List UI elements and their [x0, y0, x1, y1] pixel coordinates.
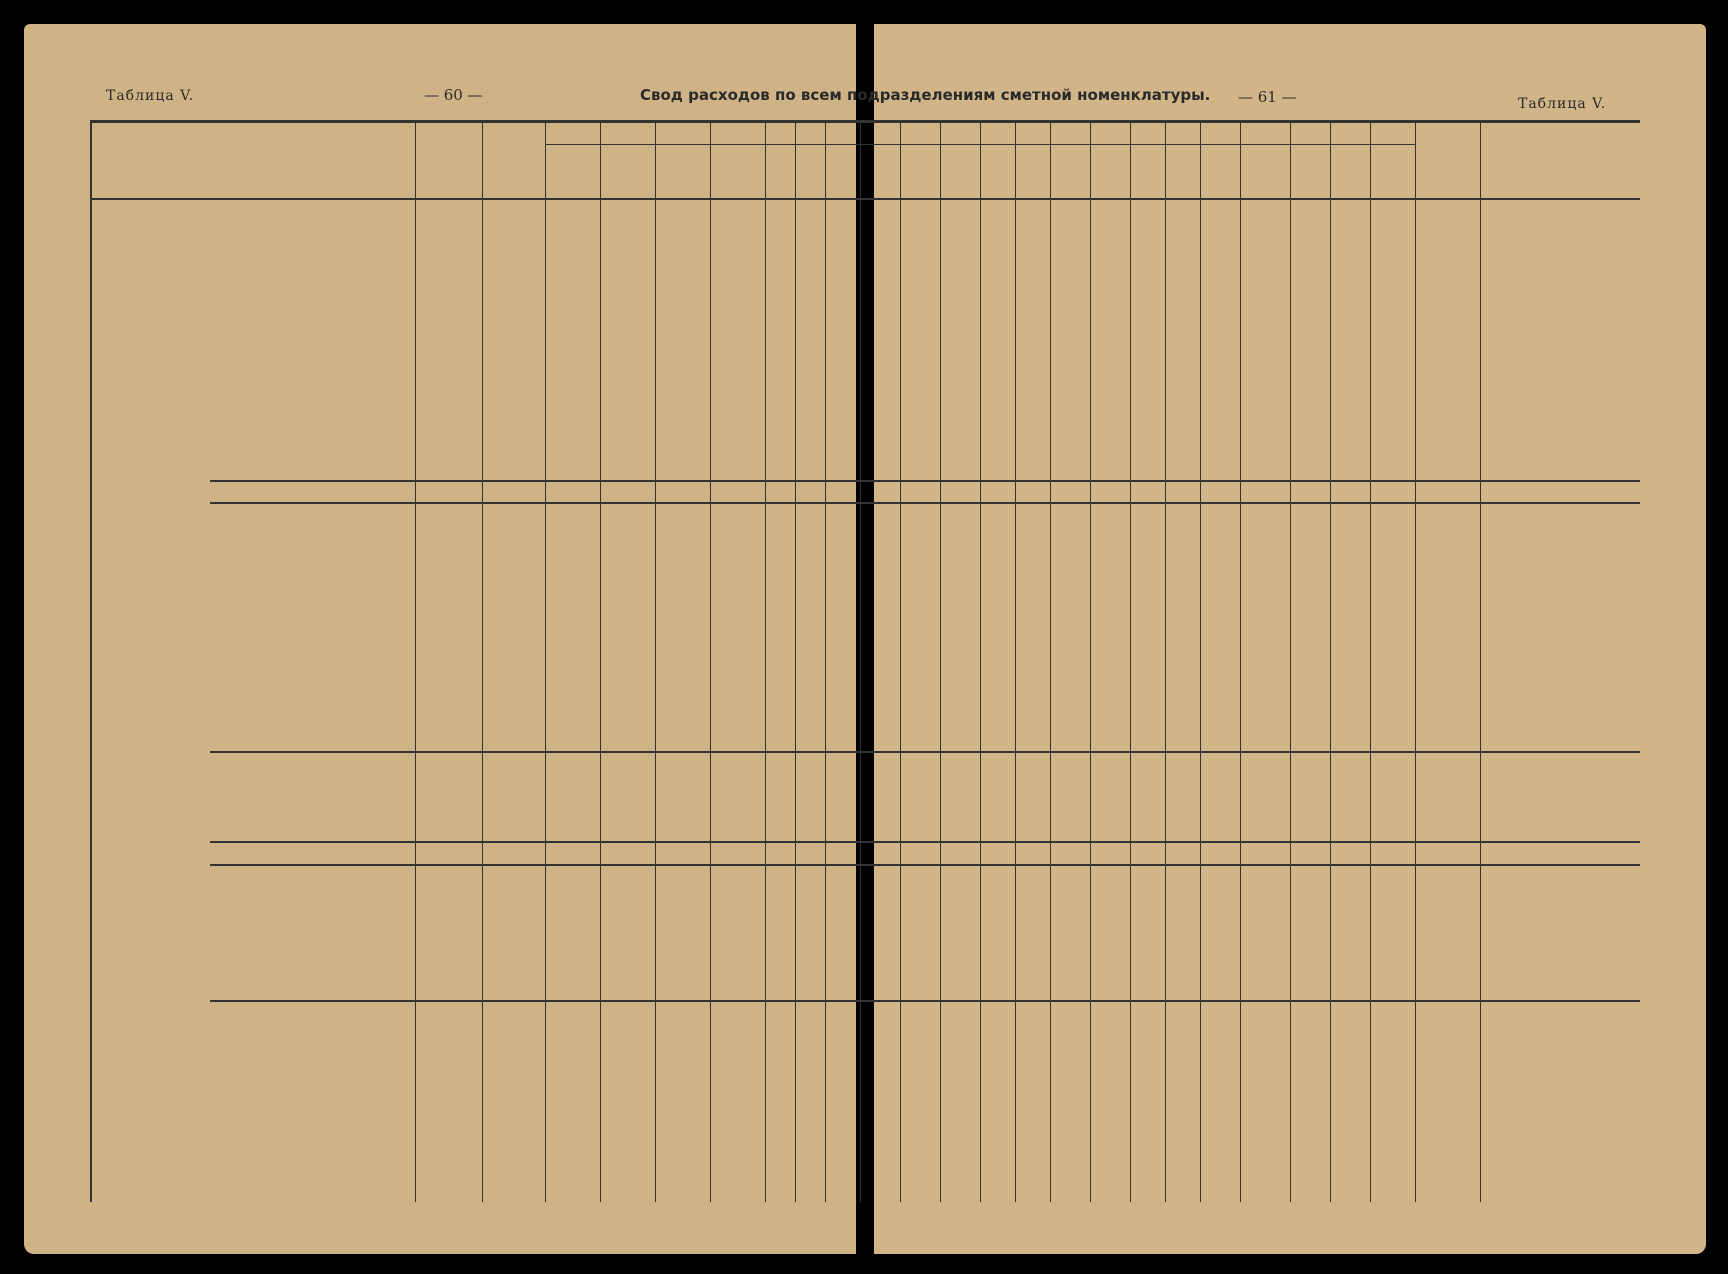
- left-page-number: — 60 —: [424, 86, 483, 104]
- subtotal-rule: [210, 841, 1640, 843]
- column-rule: [1050, 120, 1051, 1202]
- group-rule: [655, 144, 795, 145]
- group-rule: [1015, 144, 1130, 145]
- column-rule: [900, 120, 901, 1202]
- column-rule: [940, 120, 941, 1202]
- right-table-label: Таблица V.: [1518, 96, 1607, 112]
- subtotal-rule: [210, 502, 1640, 504]
- column-rule: [1330, 120, 1331, 1202]
- column-rule: [825, 120, 826, 1202]
- right-page-number: — 61 —: [1238, 88, 1297, 106]
- subtotal-rule: [210, 751, 1640, 753]
- group-rule: [795, 144, 900, 145]
- table-top-rule: [90, 120, 1640, 123]
- column-rule: [1290, 120, 1291, 1202]
- column-rule: [1015, 120, 1016, 1202]
- left-table-label: Таблица V.: [106, 88, 195, 104]
- expense-table: [90, 120, 1640, 1202]
- group-rule: [545, 144, 655, 145]
- column-rule: [1090, 120, 1091, 1202]
- column-rule: [1370, 120, 1371, 1202]
- column-rule: [1200, 120, 1201, 1202]
- column-rule: [1130, 120, 1131, 1202]
- group-rule: [1240, 144, 1415, 145]
- group-rule: [900, 144, 1015, 145]
- subtotal-rule: [210, 1000, 1640, 1002]
- column-rule: [1240, 120, 1241, 1202]
- column-rule: [980, 120, 981, 1202]
- column-rule: [545, 120, 546, 1202]
- column-rule: [655, 120, 656, 1202]
- column-rule: [415, 120, 416, 1202]
- column-rule: [860, 120, 861, 1202]
- subtotal-rule: [210, 480, 1640, 482]
- column-rule: [765, 120, 766, 1202]
- header-bottom-rule: [90, 198, 1640, 200]
- column-rule: [710, 120, 711, 1202]
- page-title: Свод расходов по всем подразделениям сметной номенклатуры.: [640, 86, 1211, 104]
- column-rule: [1165, 120, 1166, 1202]
- column-rule: [482, 120, 483, 1202]
- column-rule: [795, 120, 796, 1202]
- group-rule: [1130, 144, 1240, 145]
- table-left-rule: [90, 120, 92, 1202]
- column-rule: [1480, 120, 1481, 1202]
- subtotal-rule: [210, 864, 1640, 866]
- column-rule: [600, 120, 601, 1202]
- column-rule: [1415, 120, 1416, 1202]
